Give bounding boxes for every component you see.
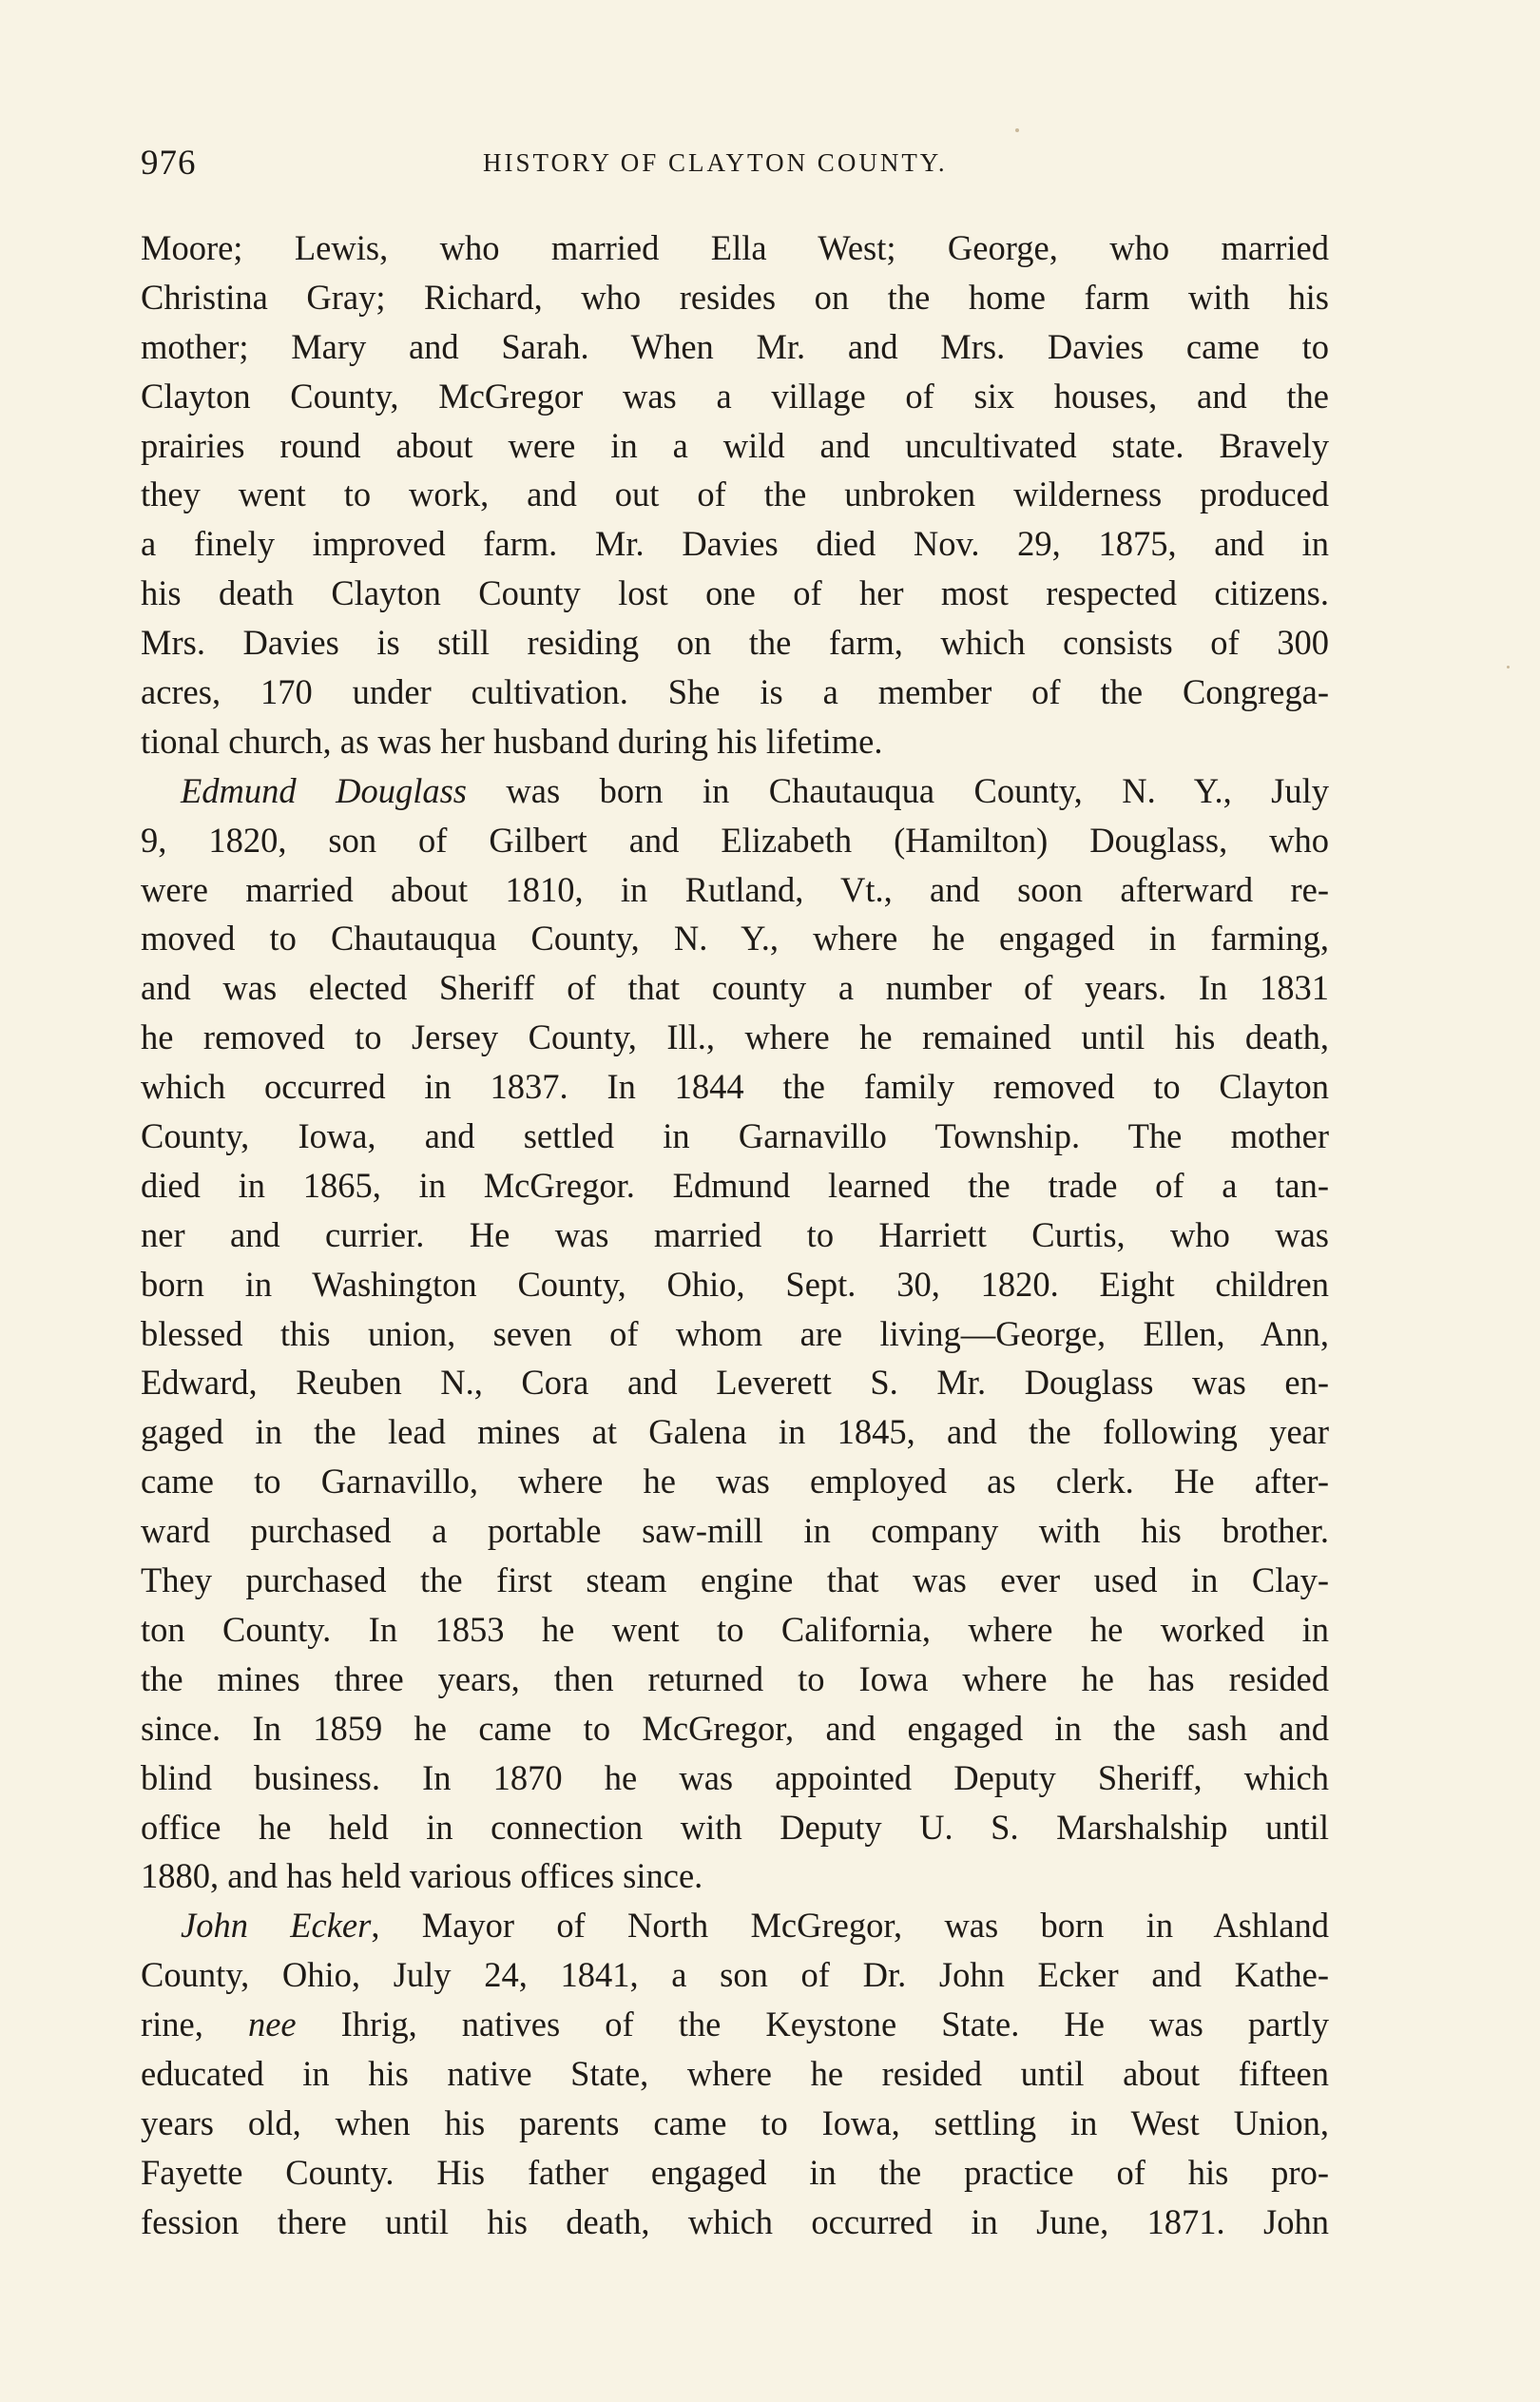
text-line: prairies round about were in a wild and uncultivated state. Bravely [141,425,1329,465]
text-line: They purchased the first steam engine that was ever used in Clay- [141,1560,1329,1600]
text-line: Edward, Reuben N., Cora and Leverett S. Mr. Douglass was en- [141,1363,1329,1403]
text-line: ton County. In 1853 he went to California, where he worked in [141,1609,1329,1649]
text-run: , Mayor of North McGregor, was born in Ashland [371,1906,1329,1946]
paper-speck [1015,128,1019,132]
text-line: 9, 1820, son of Gilbert and Elizabeth (Hamilton) Douglass, who [141,820,1329,860]
text-line: his death Clayton County lost one of her most respected citizens. [141,573,1329,613]
text-line: Moore; Lewis, who married Ella West; George, who married [141,228,1329,267]
text-line: blind business. In 1870 he was appointed Deputy Sheriff, which [141,1757,1329,1797]
text-line: mother; Mary and Sarah. When Mr. and Mrs. Davies came to [141,326,1329,366]
text-line: the mines three years, then returned to Iowa where he has resided [141,1658,1329,1698]
text-line: born in Washington County, Ohio, Sept. 30, 1820. Eight children [141,1264,1329,1304]
page-number: 976 [141,144,197,183]
text-line: Mrs. Davies is still residing on the farm, which consists of 300 [141,623,1329,663]
text-line: fession there until his death, which occurred in June, 1871. John [141,2201,1329,2241]
paper-speck [1507,666,1510,668]
person-name: Edmund Douglass [181,770,467,810]
body-text [141,223,1329,2247]
text-line: a finely improved farm. Mr. Davies died Nov. 29, 1875, and in [141,524,1329,564]
text-line: ward purchased a portable saw-mill in company with his brother. [141,1511,1329,1551]
text-line: County, Iowa, and settled in Garnavillo Township. The mother [141,1116,1329,1156]
text-line: came to Garnavillo, where he was employed as clerk. He after- [141,1462,1329,1501]
text-line: gaged in the lead mines at Galena in 1845, and the following year [141,1412,1329,1452]
text-line: Fayette County. His father engaged in the practice of his pro- [141,2152,1329,2192]
text-line: he removed to Jersey County, Ill., where he remained until his death, [141,1017,1329,1057]
page-header [141,143,1329,200]
text-line: 1880, and has held various offices since. [141,1856,703,1896]
paragraph-start-line [141,1901,1329,1950]
text-line: moved to Chautauqua County, N. Y., where he engaged in farming, [141,919,1329,959]
text-line: years old, when his parents came to Iowa, settling in West Union, [141,2102,1329,2142]
text-line: and was elected Sheriff of that county a number of years. In 1831 [141,968,1329,1008]
text-line: tional church, as was her husband during his lifetime. [141,721,883,761]
text-run: rine, [141,2005,248,2044]
text-line: were married about 1810, in Rutland, Vt., and soon afterward re- [141,869,1329,909]
text-line: blessed this union, seven of whom are living—George, Ellen, Ann, [141,1313,1329,1353]
paragraph-start-line [141,766,1329,816]
text-run: Ihrig, natives of the Keystone State. He was partly [296,2005,1329,2044]
text-line: since. In 1859 he came to McGregor, and engaged in the sash and [141,1708,1329,1748]
text-line: office he held in connection with Deputy U. S. Marshalship until [141,1807,1329,1847]
running-title: HISTORY OF CLAYTON COUNTY. [483,148,948,177]
text-line: acres, 170 under cultivation. She is a member of the Congrega- [141,672,1329,712]
text-line: which occurred in 1837. In 1844 the family removed to Clayton [141,1067,1329,1107]
text-line: Christina Gray; Richard, who resides on the home farm with his [141,277,1329,317]
text-line: educated in his native State, where he resided until about fifteen [141,2053,1329,2093]
text-line: County, Ohio, July 24, 1841, a son of Dr. John Ecker and Kathe- [141,1955,1329,1995]
italic-word: nee [247,2005,297,2044]
text-line: they went to work, and out of the unbroken wilderness produced [141,475,1329,514]
text-line: Clayton County, McGregor was a village of six houses, and the [141,376,1329,416]
text-line: ner and currier. He was married to Harriett Curtis, who was [141,1214,1329,1254]
text-line: died in 1865, in McGregor. Edmund learned the trade of a tan- [141,1165,1329,1205]
text-run: was born in Chautauqua County, N. Y., July [467,770,1329,810]
person-name: John Ecker [181,1906,372,1946]
text-line [141,2000,1329,2049]
